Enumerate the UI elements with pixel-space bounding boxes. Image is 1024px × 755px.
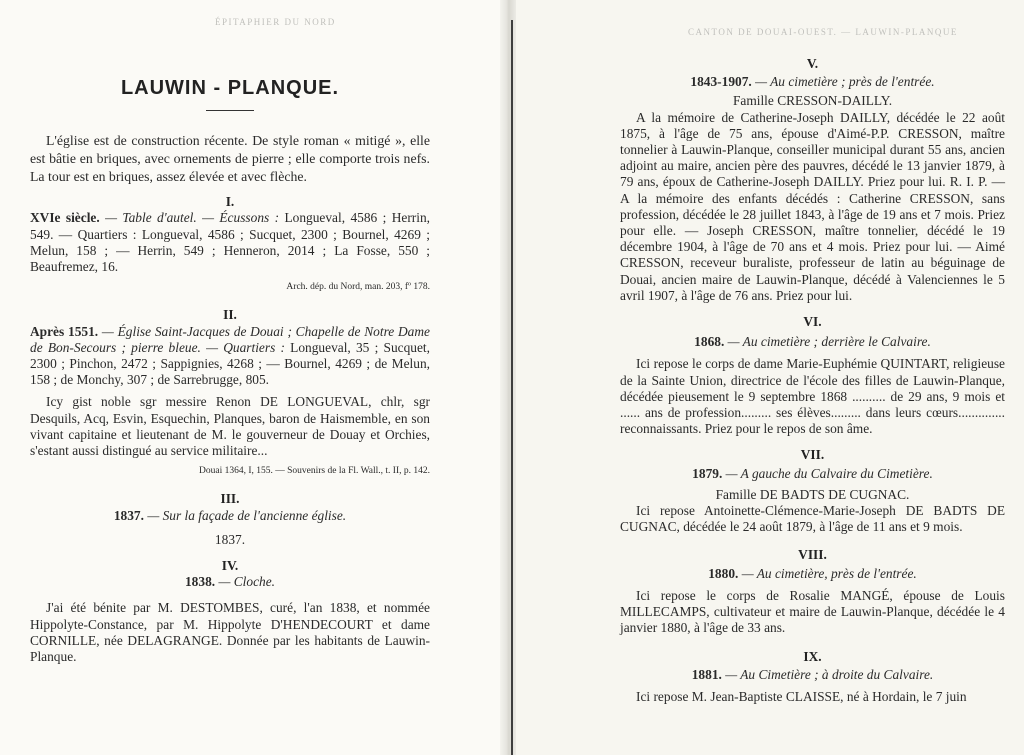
left-column xyxy=(30,77,430,665)
section-7-body: Ici repose Antoinette-Clémence-Marie-Joseph DE BADTS DE CUGNAC, décédée le 24 août 1879, à l'âge de 11 ans et 9 mois. xyxy=(620,503,1005,535)
section-3-subheading: — Sur la façade de l'ancienne église. xyxy=(143,507,347,523)
right-running-head: CANTON DE DOUAI-OUEST. — LAUWIN-PLANQUE xyxy=(688,27,958,37)
section-1-source: Arch. dép. du Nord, man. 203, fº 178. xyxy=(286,282,430,293)
gutter-shadow-line xyxy=(511,20,513,755)
section-2-source: Douai 1364, I, 155. — Souvenirs de la Fl. Wall., t. II, p. 142. xyxy=(199,466,430,477)
section-7-subheading: — A gauche du Calvaire du Cimetière. xyxy=(722,465,933,481)
section-3-date: 1837. xyxy=(113,507,144,523)
section-6-date: 1868. xyxy=(694,334,725,350)
section-4-subheading: — Cloche. xyxy=(215,574,276,590)
left-running-head: ÉPITAPHIER DU NORD xyxy=(215,17,336,27)
section-9-date: 1881. xyxy=(691,666,722,682)
section-9-heading xyxy=(620,667,1005,683)
section-9-number: IX. xyxy=(803,648,822,664)
section-2-text xyxy=(30,324,430,389)
section-2-list: Longueval, 35 ; Sucquet, 2300 ; Pinchon, 2472 ; Sappignies, 4268 ; — Bournel, 4269 ; de Melun, 158 ; de Monchy, 307 ; de Sarrebrugge, 805. xyxy=(30,339,430,388)
section-3-heading xyxy=(30,508,430,524)
section-9-body: Ici repose M. Jean-Baptiste CLAISSE, né à Hordain, le 7 juin xyxy=(636,688,967,704)
section-5-heading xyxy=(620,74,1005,90)
section-1-text xyxy=(30,210,430,275)
section-4-heading xyxy=(30,574,430,590)
section-8-heading xyxy=(620,566,1005,582)
section-6-heading xyxy=(620,334,1005,350)
section-1-body: Longueval, 4586 ; Herrin, 549. — Quartiers : Longueval, 4586 ; Sucquet, 2300 ; Bournel, 4269 ; Melun, 158 ; — Herrin, 549 ; Henneron, 2014 ; La Fosse, 550 ; Beaufremez, 16. xyxy=(30,210,430,275)
left-page xyxy=(0,0,500,755)
section-7-date: 1879. xyxy=(692,465,723,481)
section-7-heading xyxy=(620,466,1005,482)
section-3-number: III. xyxy=(220,491,240,507)
section-5-number: V. xyxy=(806,56,819,71)
book-gutter xyxy=(500,0,516,755)
section-2-date: Après 1551. xyxy=(30,323,99,339)
section-1-number: I. xyxy=(225,194,235,210)
section-6-body: Ici repose le corps de dame Marie-Euphémie QUINTART, religieuse de la Sainte Union, directrice de l'école des filles de Lauwin-Planque, décédée pieusement le 9 septembre 1868 .......... de 29 ans, 9 mois et ...... ans de profession......... ses élèves......... dans leurs cœurs.............. reconnaissants. Priez pour le repos de son âme. xyxy=(620,356,1005,437)
page-title: LAUWIN - PLANQUE. xyxy=(120,77,340,99)
section-7-family: Famille DE BADTS DE CUGNAC. xyxy=(715,486,910,502)
section-4-number: IV. xyxy=(221,558,239,574)
section-7-number: VII. xyxy=(800,447,825,463)
section-6-subheading: — Au cimetière ; derrière le Calvaire. xyxy=(724,334,931,350)
section-2-body: Icy gist noble sgr messire Renon DE LONGUEVAL, chlr, sgr Desquils, Acq, Esvin, Esquechin, Planques, baron de Haismemble, en son vivant capitaine et lieutenant de M. le gouverneur de Douay et Orchies, s'estant aussi distingué au service militaire... xyxy=(30,394,430,459)
section-5-family: Famille CRESSON-DAILLY. xyxy=(732,93,893,109)
section-1-date: XVIe siècle. xyxy=(30,210,100,226)
section-8-number: VIII. xyxy=(798,547,827,563)
section-8-body: Ici repose le corps de Rosalie MANGÉ, épouse de Louis MILLECAMPS, cultivateur et maire de Lauwin-Planque, décédée le 4 janvier 1880, à l'âge de 33 ans. xyxy=(620,587,1005,636)
section-5-subheading: — Au cimetière ; près de l'entrée. xyxy=(751,74,935,90)
section-2-heading: — Église Saint-Jacques de Douai ; Chapelle de Notre Dame de Bon-Secours ; pierre bleue. — Quartiers : xyxy=(30,323,430,355)
section-3-body: 1837. xyxy=(214,531,246,547)
section-2-number: II. xyxy=(223,307,237,323)
section-8-subheading: — Au cimetière, près de l'entrée. xyxy=(738,565,917,581)
intro-paragraph: L'église est de construction récente. De style roman « mitigé », elle est bâtie en briques, avec ornements de pierre ; elle comporte trois nefs. La tour est en briques, assez élevée et avec flèche. xyxy=(30,133,430,185)
section-4-date: 1838. xyxy=(184,574,216,590)
section-9-subheading: — Au Cimetière ; à droite du Calvaire. xyxy=(721,666,934,682)
section-5-date: 1843-1907. xyxy=(690,74,752,90)
section-4-body: J'ai été bénite par M. DESTOMBES, curé, l'an 1838, et nommée Hippolyte-Constance, par M. Hippolyte D'HENDECOURT et dame CORNILLE, née DELAGRANGE. Donnée par les habitants de Lauwin-Planque. xyxy=(30,600,430,665)
right-page xyxy=(516,0,1024,755)
section-8-date: 1880. xyxy=(708,565,739,581)
right-column xyxy=(620,56,1005,705)
section-1-heading: — Table d'autel. — Écussons : xyxy=(99,210,285,226)
section-5-body: A la mémoire de Catherine-Joseph DAILLY, décédée le 22 août 1875, à l'âge de 75 ans, épouse d'Aimé-P.P. CRESSON, maître tonnelier à Lauwin-Planque, conseiller municipal durant 55 ans, ancien adjoint au maire, ancien père des pauvres, décédé le 13 janvier 1879, à 79 ans, époux de Catherine-Joseph DAILLY. Priez pour lui. R. I. P. — A la mémoire des enfants décédés : Catherine CRESSON, sans profession, décédée le 28 juillet 1843, à l'âge de 19 ans et 7 mois. Priez pour elle. — Joseph CRESSON, maître tonnelier, décédé le 19 décembre 1904, à l'âge de 70 ans et 4 mois. Priez pour lui. — Aimé CRESSON, receveur buraliste, professeur de latin au béguinage de Douai, ancien maire de Lauwin-Planque, décédé à Valenciennes le 5 avril 1907, à l'âge de 76 ans. Priez pour lui. xyxy=(620,109,1005,303)
title-rule xyxy=(206,110,254,111)
section-6-number: VI. xyxy=(803,314,822,330)
